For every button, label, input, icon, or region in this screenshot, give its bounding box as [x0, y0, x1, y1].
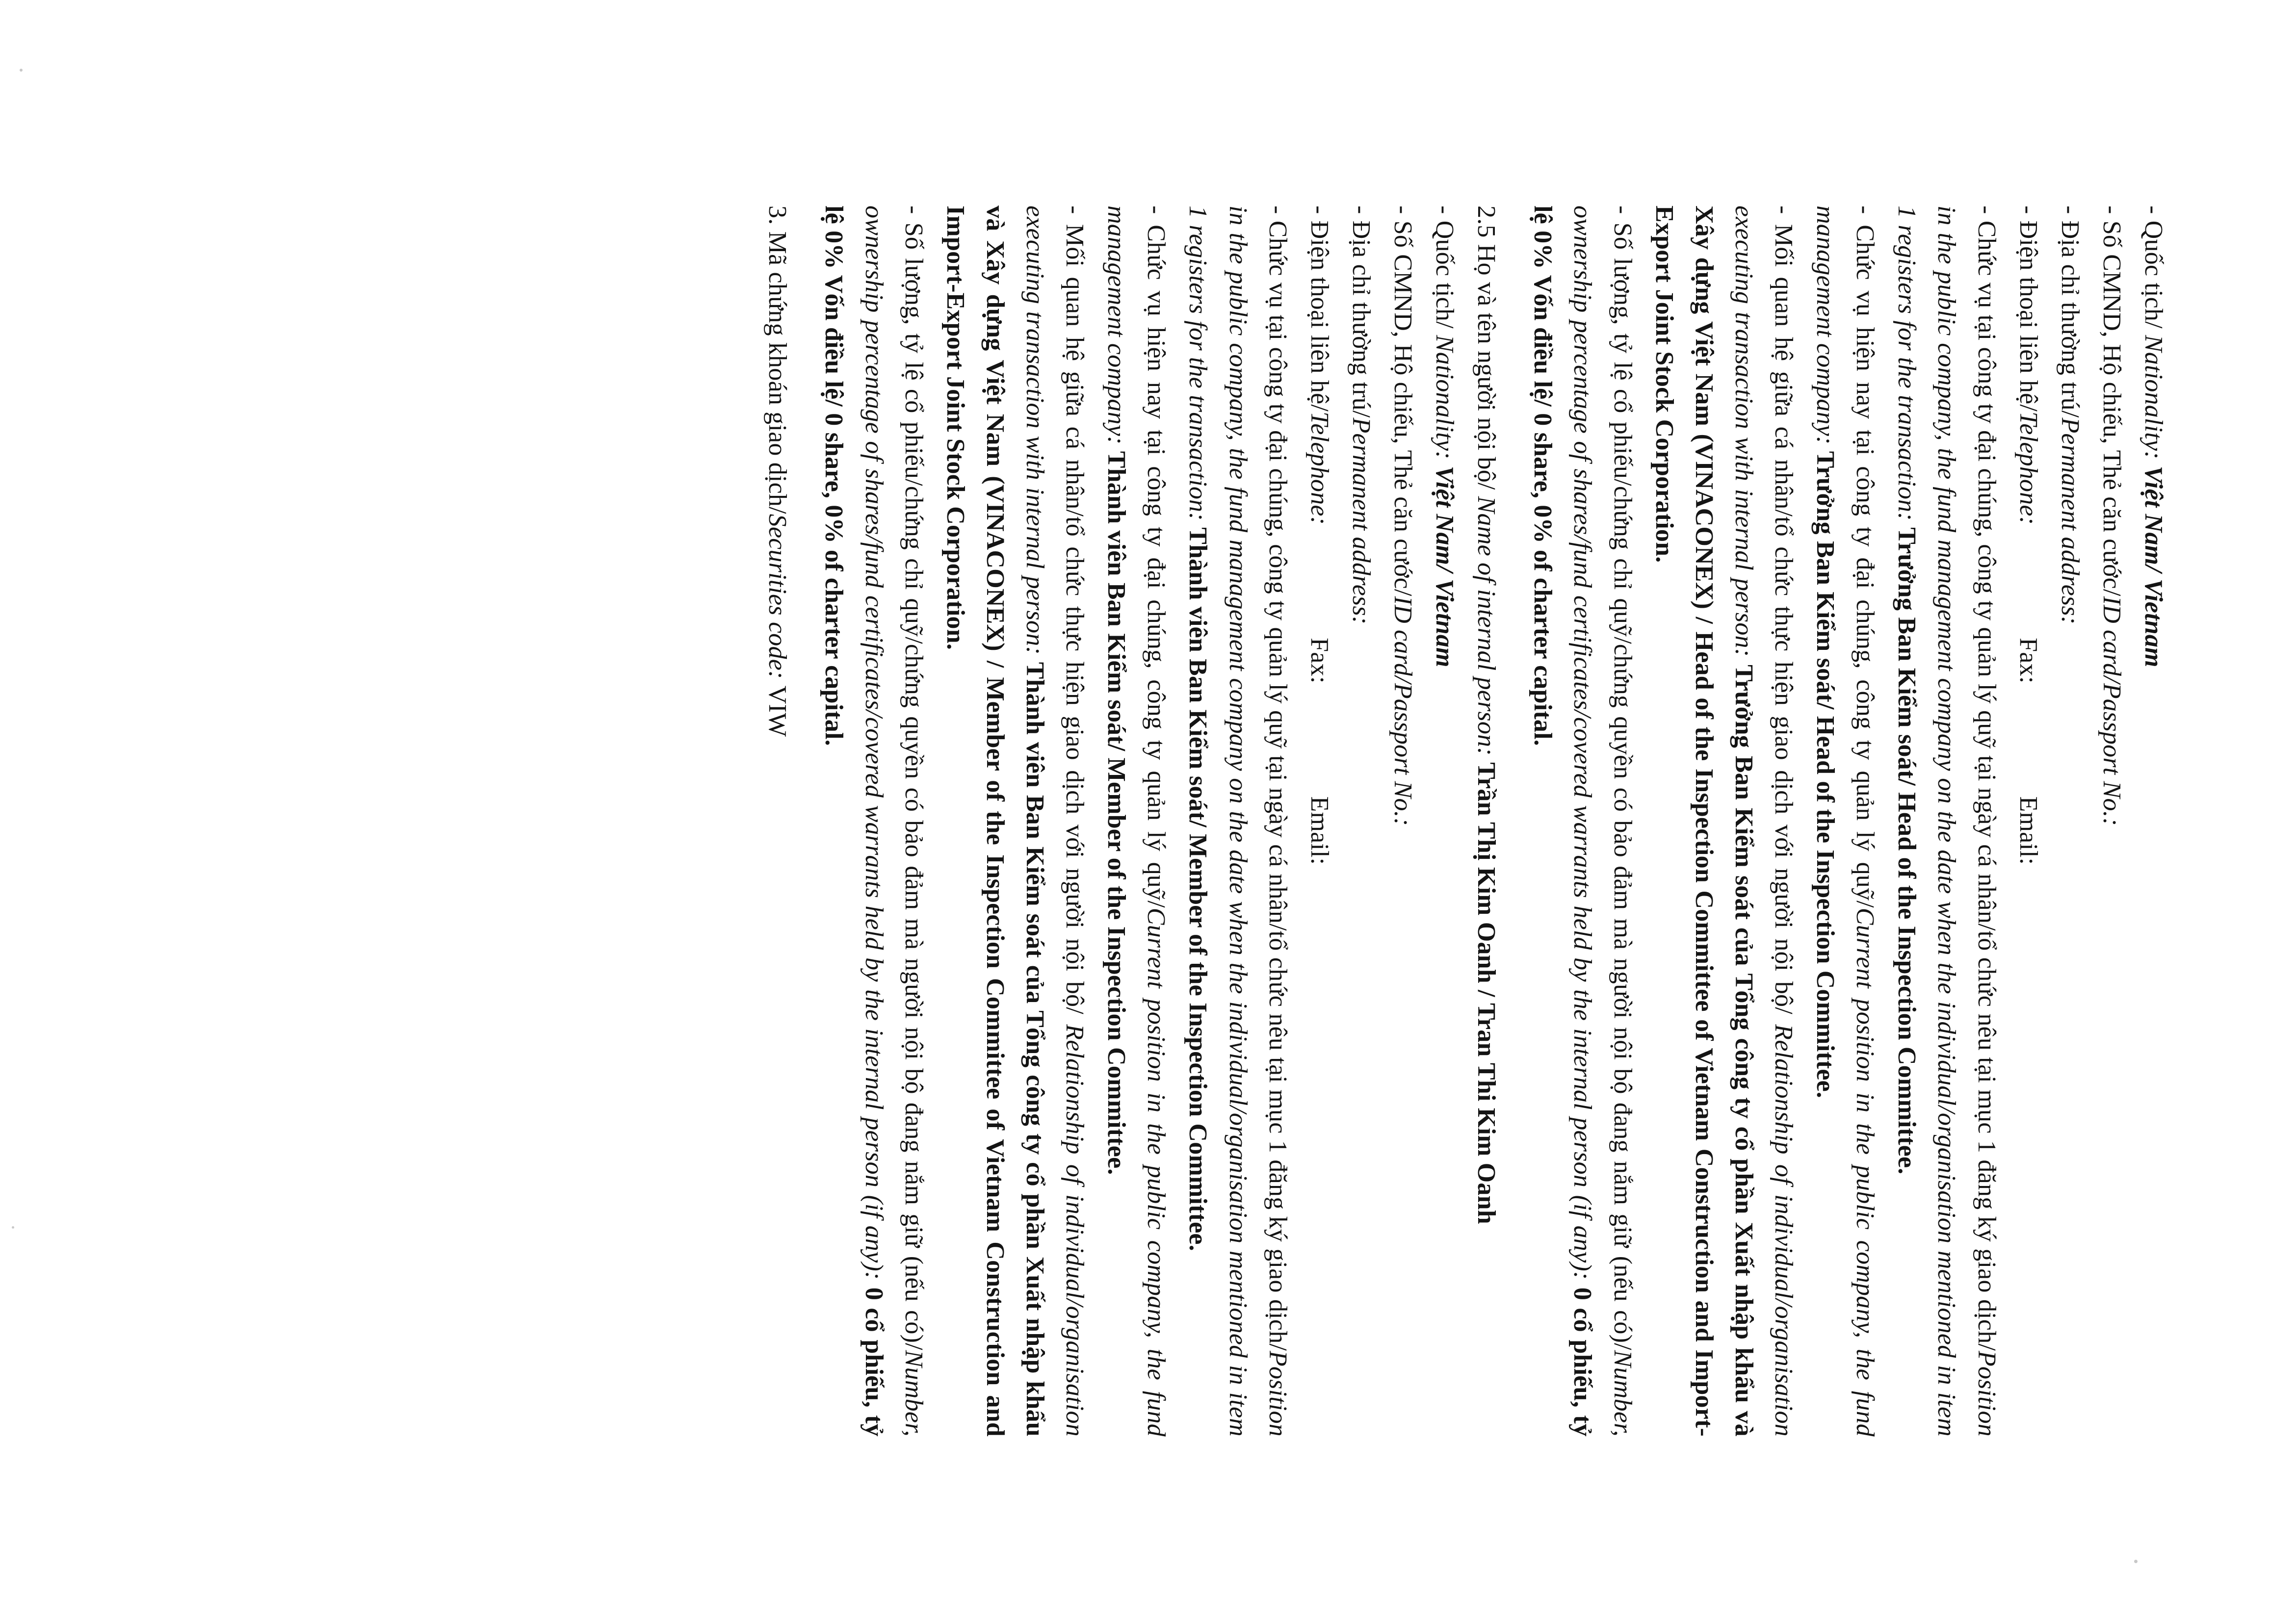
text-run: - Quốc tịch/ — [2139, 205, 2167, 335]
text-run: Telephone: — [2014, 411, 2042, 525]
text-run: Relationship of individual/organisation executing transaction with internal person: — [1021, 205, 1089, 1437]
text-run: Number, ownership percentage of shares/fund certificates/covered warrants held by the internal person (if any): — [860, 205, 928, 1437]
text-run: Việt Nam/ Vietnam — [2139, 465, 2167, 668]
text-run: - Chức vụ hiện nay tại công ty đại chúng, công ty quản lý quỹ/ — [1142, 205, 1171, 908]
text-run: - Mối quan hệ giữa cá nhân/tổ chức thực hiện giao dịch với người nội bộ/ — [1061, 205, 1089, 1024]
text-run: Number, ownership percentage of shares/fund certificates/covered warrants held by the internal person (if any): — [1568, 205, 1637, 1437]
text-run: 0 cổ phiếu, tỷ lệ 0% Vốn điều lệ/ 0 share, 0% of charter capital. — [820, 205, 888, 1437]
doc-line-address-1 — [2050, 206, 2090, 1437]
doc-line-position-1 — [1887, 206, 2006, 1437]
text-run: Thành viên Ban Kiểm soát/ Member of the Inspection Committee. — [1184, 527, 1212, 1251]
scan-speck — [20, 69, 23, 72]
document-body — [757, 206, 2173, 1437]
text-run: - Mối quan hệ giữa cá nhân/tổ chức thực hiện giao dịch với người nội bộ/ — [1770, 205, 1798, 1024]
text-run: Trưởng Ban Kiểm soát/ Head of the Inspection Committee. — [1893, 527, 1921, 1174]
text-run: Telephone: — [1305, 411, 1333, 525]
doc-line-nationality-1 — [2134, 206, 2173, 1437]
text-run: Nationality: — [2139, 335, 2167, 466]
doc-line-nationality-2 — [1425, 206, 1464, 1437]
text-run: - Số lượng, tỷ lệ cổ phiếu/chứng chỉ quỹ/chứng quyền có bảo đảm mà người nội bộ đang nắm giữ (nếu có)/ — [1608, 205, 1637, 1350]
doc-line-address-2 — [1341, 206, 1381, 1437]
text-run: Current position in the public company, the fund management company: — [1102, 205, 1171, 1437]
text-run: Trần Thị Kim Oanh / Tran Thi Kim Oanh — [1472, 762, 1501, 1224]
text-run: ID card/Passport No.: — [1389, 596, 1417, 826]
text-run: VIW — [763, 685, 792, 737]
doc-line-item-3 — [757, 206, 797, 1437]
text-run: Email: — [1305, 796, 1333, 865]
doc-line-item-2-5 — [1466, 206, 1506, 1437]
doc-line-position-2 — [1178, 206, 1297, 1437]
text-run: Securities code: — [763, 514, 792, 686]
text-run: Permanent address: — [2056, 417, 2084, 624]
text-run: 2.5 Họ và tên người nội bộ/ — [1472, 205, 1501, 496]
text-run: Fax: — [2014, 637, 2042, 683]
text-run: - Địa chỉ thường trú/ — [2056, 205, 2084, 417]
doc-line-relationship-2 — [936, 206, 1095, 1437]
doc-line-relationship-1 — [1644, 206, 1803, 1437]
text-run: 0 cổ phiếu, tỷ lệ 0% Vốn điều lệ/ 0 share, 0% of charter capital. — [1529, 205, 1597, 1437]
scan-speck — [12, 1226, 14, 1229]
text-run: - Chức vụ hiện nay tại công ty đại chúng, công ty quản lý quỹ/ — [1851, 205, 1879, 908]
text-run: Thành viên Ban Kiểm soát/ Member of the Inspection Committee. — [1102, 451, 1131, 1175]
doc-line-current-position-2 — [1096, 206, 1176, 1437]
doc-line-phone-1 — [2009, 206, 2048, 1437]
text-run: ID card/Passport No.: — [2097, 596, 2126, 826]
text-run: Position in the public company, the fund management company on the date when the individual/organisation mentioned in item 1 registers for the transaction: — [1893, 205, 2001, 1437]
text-run: Nationality: — [1431, 335, 1459, 466]
text-run: - Điện thoại liên hệ/ — [1305, 205, 1333, 412]
doc-line-shares-held-1 — [1523, 206, 1642, 1437]
text-run: - Địa chỉ thường trú/ — [1347, 205, 1375, 417]
text-run: Việt Nam/ Vietnam — [1431, 465, 1459, 668]
doc-line-current-position-1 — [1805, 206, 1885, 1437]
text-run: - Số lượng, tỷ lệ cổ phiếu/chứng chỉ quỹ/chứng quyền có bảo đảm mà người nội bộ đang nắm giữ (nếu có)/ — [899, 205, 928, 1350]
text-run: Thành viên Ban Kiểm soát của Tổng công ty cổ phần Xuất nhập khẩu và Xây dựng Việt Nam (VINACONEX) / Member of the Inspection Committee of Vietnam Construction and Import-Export Joint Stock Corporation. — [941, 205, 1049, 1437]
text-run: Trưởng Ban Kiểm soát/ Head of the Inspection Committee. — [1811, 451, 1840, 1098]
text-run: Fax: — [1305, 637, 1333, 683]
doc-line-shares-held-2 — [814, 206, 933, 1437]
doc-line-phone-2 — [1300, 206, 1339, 1437]
text-run: - Điện thoại liên hệ/ — [2014, 205, 2042, 412]
doc-line-id-card-1 — [2092, 206, 2132, 1437]
text-run: - Số CMND, Hộ chiếu, Thẻ căn cước/ — [2097, 205, 2126, 596]
text-run: Email: — [2014, 796, 2042, 865]
text-run: 3. Mã chứng khoán giao dịch/ — [763, 205, 792, 514]
text-run: Relationship of individual/organisation executing transaction with internal person: — [1729, 205, 1798, 1437]
text-run: - Quốc tịch/ — [1431, 205, 1459, 335]
text-run: Trưởng Ban Kiểm soát của Tổng công ty cổ phần Xuất nhập khẩu và Xây dựng Việt Nam (VINACONEX) / Head of the Inspection Committee of Vietnam Construction and Import-Export Joint Stock Corporation. — [1650, 205, 1758, 1437]
document-page — [49, 39, 2247, 1584]
doc-line-id-card-2 — [1383, 206, 1423, 1437]
text-run: - Chức vụ tại công ty đại chúng, công ty quản lý quỹ tại ngày cá nhân/tổ chức nêu tại mục 1 đăng ký giao dịch/ — [1263, 205, 1292, 1351]
text-run: Permanent address: — [1347, 417, 1375, 624]
text-run: - Số CMND, Hộ chiếu, Thẻ căn cước/ — [1389, 205, 1417, 596]
scan-speck — [2134, 1560, 2138, 1563]
text-run: - Chức vụ tại công ty đại chúng, công ty quản lý quỹ tại ngày cá nhân/tổ chức nêu tại mục 1 đăng ký giao dịch/ — [1972, 205, 2001, 1351]
text-run: Position in the public company, the fund management company on the date when the individual/organisation mentioned in item 1 registers for the transaction: — [1184, 205, 1292, 1437]
text-run: Name of internal person: — [1472, 496, 1501, 762]
text-run: Current position in the public company, the fund management company: — [1811, 205, 1879, 1437]
